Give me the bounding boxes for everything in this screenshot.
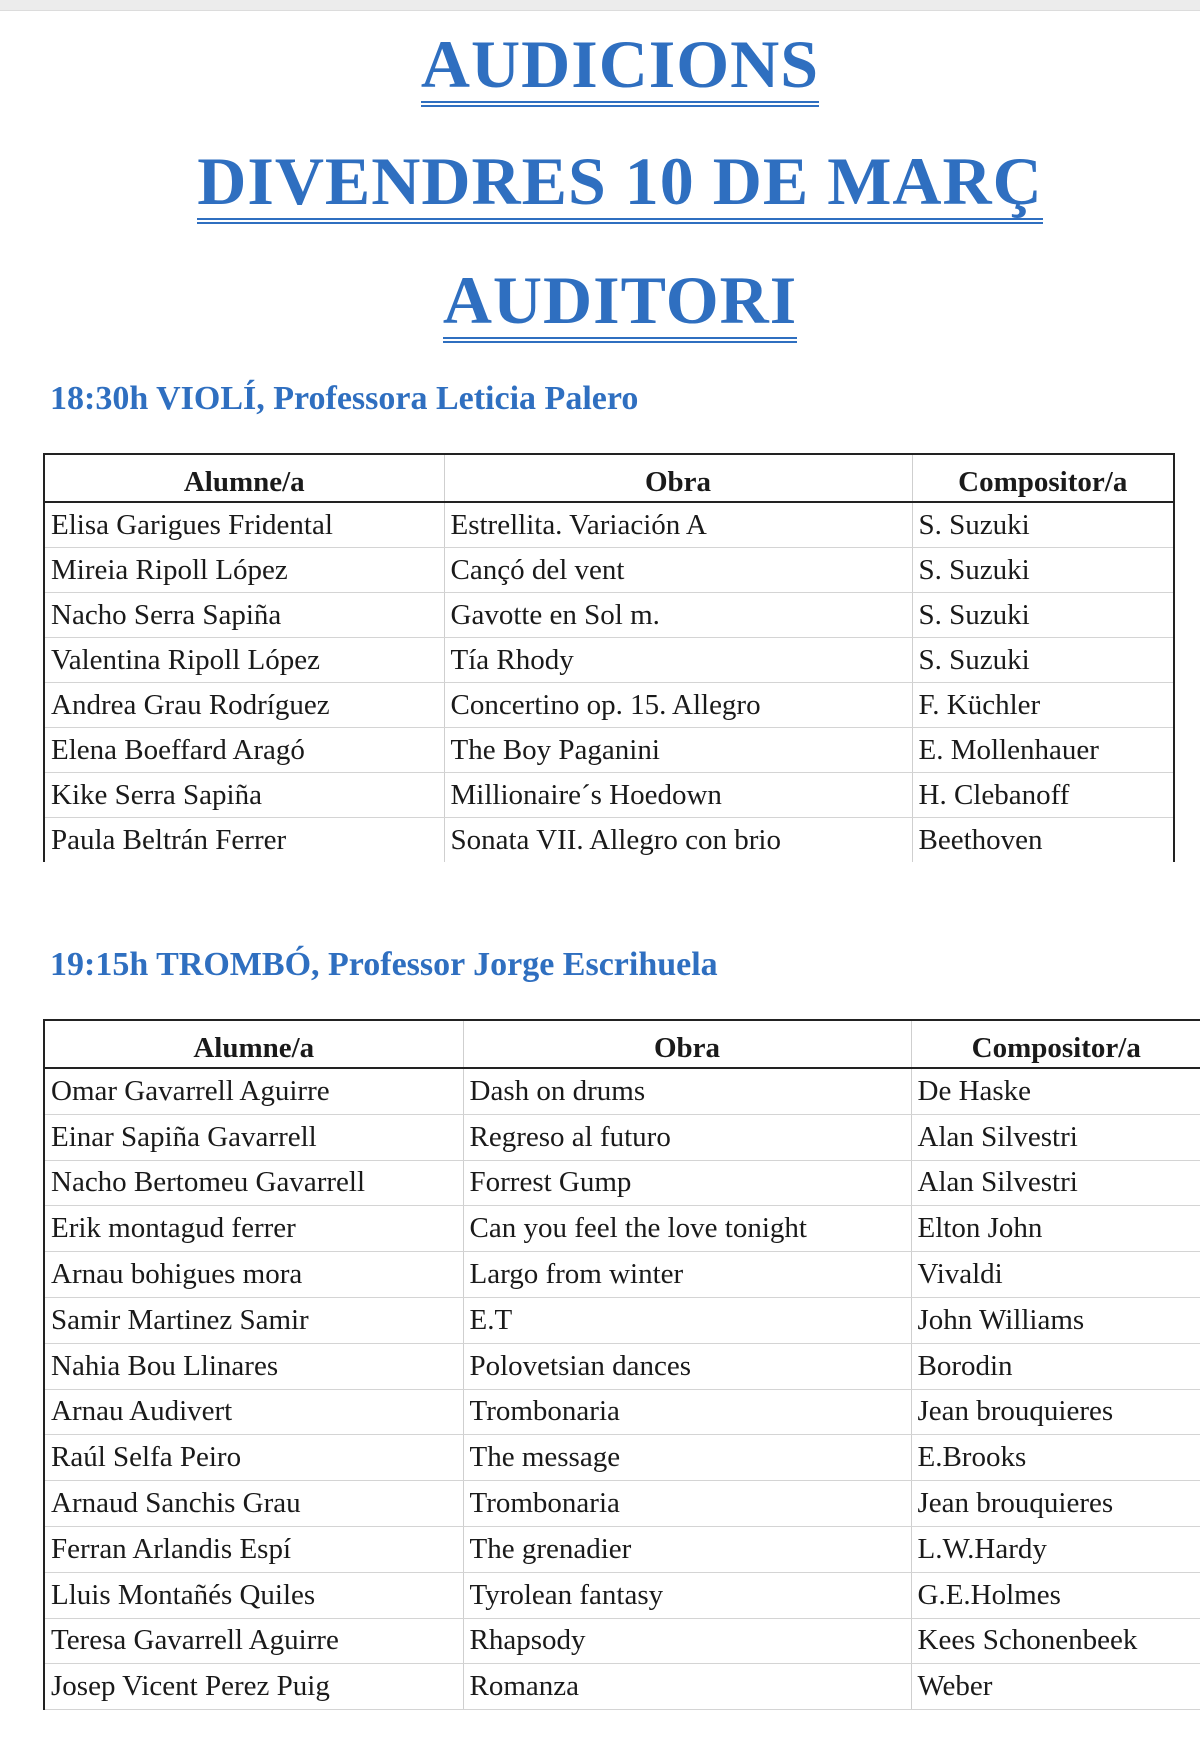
cell-piece: E.T xyxy=(463,1297,911,1343)
cell-student: Arnau bohigues mora xyxy=(44,1252,463,1298)
column-header-composer: Compositor/a xyxy=(911,1020,1200,1068)
cell-piece: Millionaire´s Hoedown xyxy=(444,773,912,818)
cell-piece: Estrellita. Variación A xyxy=(444,502,912,548)
cell-student: Nacho Bertomeu Gavarrell xyxy=(44,1160,463,1206)
table-row xyxy=(44,1572,1200,1618)
cell-composer: S. Suzuki xyxy=(912,638,1174,683)
cell-composer: Kees Schonenbeek xyxy=(911,1618,1200,1664)
cell-piece: Trombonaria xyxy=(463,1481,911,1527)
column-header-composer: Compositor/a xyxy=(912,454,1174,502)
cell-student: Arnau Audivert xyxy=(44,1389,463,1435)
cell-student: Einar Sapiña Gavarrell xyxy=(44,1114,463,1160)
cell-student: Elena Boeffard Aragó xyxy=(44,728,444,773)
table-row xyxy=(44,1343,1200,1389)
cell-composer: Vivaldi xyxy=(911,1252,1200,1298)
cell-student: Paula Beltrán Ferrer xyxy=(44,818,444,863)
table-row xyxy=(44,1618,1200,1664)
title-audicions: AUDICIONS xyxy=(0,30,1200,107)
cell-student: Mireia Ripoll López xyxy=(44,548,444,593)
table-row xyxy=(44,1297,1200,1343)
cell-student: Nacho Serra Sapiña xyxy=(44,593,444,638)
table-row xyxy=(44,1252,1200,1298)
cell-composer: Borodin xyxy=(911,1343,1200,1389)
cell-composer: Jean brouquieres xyxy=(911,1481,1200,1527)
table-row xyxy=(44,593,1174,638)
cell-piece: Forrest Gump xyxy=(463,1160,911,1206)
cell-student: Erik montagud ferrer xyxy=(44,1206,463,1252)
column-header-student: Alumne/a xyxy=(44,454,444,502)
cell-composer: Weber xyxy=(911,1664,1200,1710)
violi-table xyxy=(43,453,1175,862)
cell-piece: Polovetsian dances xyxy=(463,1343,911,1389)
cell-student: Andrea Grau Rodríguez xyxy=(44,683,444,728)
cell-composer: Alan Silvestri xyxy=(911,1114,1200,1160)
table-row xyxy=(44,502,1174,548)
cell-composer: L.W.Hardy xyxy=(911,1526,1200,1572)
cell-piece: Regreso al futuro xyxy=(463,1114,911,1160)
cell-piece: Dash on drums xyxy=(463,1068,911,1114)
cell-student: Josep Vicent Perez Puig xyxy=(44,1664,463,1710)
table-row xyxy=(44,1160,1200,1206)
cell-piece: Tía Rhody xyxy=(444,638,912,683)
cell-composer: S. Suzuki xyxy=(912,593,1174,638)
cell-composer: John Williams xyxy=(911,1297,1200,1343)
cell-piece: Largo from winter xyxy=(463,1252,911,1298)
cell-student: Kike Serra Sapiña xyxy=(44,773,444,818)
cell-piece: Cançó del vent xyxy=(444,548,912,593)
column-header-piece: Obra xyxy=(463,1020,911,1068)
table-row xyxy=(44,818,1174,863)
cell-piece: Sonata VII. Allegro con brio xyxy=(444,818,912,863)
table-row xyxy=(44,1526,1200,1572)
section-heading-violi: 18:30h VIOLÍ, Professora Leticia Palero xyxy=(50,380,639,417)
table-row xyxy=(44,1435,1200,1481)
title-date: DIVENDRES 10 DE MARÇ xyxy=(0,147,1200,224)
cell-composer: Jean brouquieres xyxy=(911,1389,1200,1435)
table-header-row xyxy=(44,1020,1200,1068)
table-row xyxy=(44,548,1174,593)
cell-piece: The message xyxy=(463,1435,911,1481)
table-row xyxy=(44,728,1174,773)
trombo-table xyxy=(43,1019,1200,1710)
cell-student: Lluis Montañés Quiles xyxy=(44,1572,463,1618)
cell-piece: Rhapsody xyxy=(463,1618,911,1664)
cell-piece: The Boy Paganini xyxy=(444,728,912,773)
table-row xyxy=(44,1481,1200,1527)
cell-composer: Alan Silvestri xyxy=(911,1160,1200,1206)
cell-piece: Tyrolean fantasy xyxy=(463,1572,911,1618)
title-venue: AUDITORI xyxy=(0,266,1200,343)
cell-composer: De Haske xyxy=(911,1068,1200,1114)
cell-student: Ferran Arlandis Espí xyxy=(44,1526,463,1572)
cell-composer: Beethoven xyxy=(912,818,1174,863)
table-row xyxy=(44,1206,1200,1252)
cell-piece: Concertino op. 15. Allegro xyxy=(444,683,912,728)
cell-student: Teresa Gavarrell Aguirre xyxy=(44,1618,463,1664)
trombo-table-body xyxy=(44,1068,1200,1710)
cell-student: Nahia Bou Llinares xyxy=(44,1343,463,1389)
table-row xyxy=(44,1664,1200,1710)
cell-piece: Can you feel the love tonight xyxy=(463,1206,911,1252)
table-row xyxy=(44,1389,1200,1435)
cell-piece: Romanza xyxy=(463,1664,911,1710)
cell-student: Raúl Selfa Peiro xyxy=(44,1435,463,1481)
cell-student: Samir Martinez Samir xyxy=(44,1297,463,1343)
cell-composer: S. Suzuki xyxy=(912,548,1174,593)
cell-composer: Elton John xyxy=(911,1206,1200,1252)
cell-student: Omar Gavarrell Aguirre xyxy=(44,1068,463,1114)
table-row xyxy=(44,638,1174,683)
cell-student: Arnaud Sanchis Grau xyxy=(44,1481,463,1527)
column-header-piece: Obra xyxy=(444,454,912,502)
violi-table-body xyxy=(44,502,1174,862)
cell-piece: The grenadier xyxy=(463,1526,911,1572)
cell-composer: E. Mollenhauer xyxy=(912,728,1174,773)
table-header-row xyxy=(44,454,1174,502)
top-strip xyxy=(0,0,1200,11)
cell-composer: S. Suzuki xyxy=(912,502,1174,548)
column-header-student: Alumne/a xyxy=(44,1020,463,1068)
cell-composer: E.Brooks xyxy=(911,1435,1200,1481)
cell-composer: H. Clebanoff xyxy=(912,773,1174,818)
cell-student: Valentina Ripoll López xyxy=(44,638,444,683)
table-row xyxy=(44,683,1174,728)
cell-student: Elisa Garigues Fridental xyxy=(44,502,444,548)
table-row xyxy=(44,1068,1200,1114)
cell-piece: Gavotte en Sol m. xyxy=(444,593,912,638)
section-heading-trombo: 19:15h TROMBÓ, Professor Jorge Escrihuela xyxy=(50,946,718,983)
cell-composer: F. Küchler xyxy=(912,683,1174,728)
table-row xyxy=(44,773,1174,818)
table-row xyxy=(44,1114,1200,1160)
cell-piece: Trombonaria xyxy=(463,1389,911,1435)
cell-composer: G.E.Holmes xyxy=(911,1572,1200,1618)
